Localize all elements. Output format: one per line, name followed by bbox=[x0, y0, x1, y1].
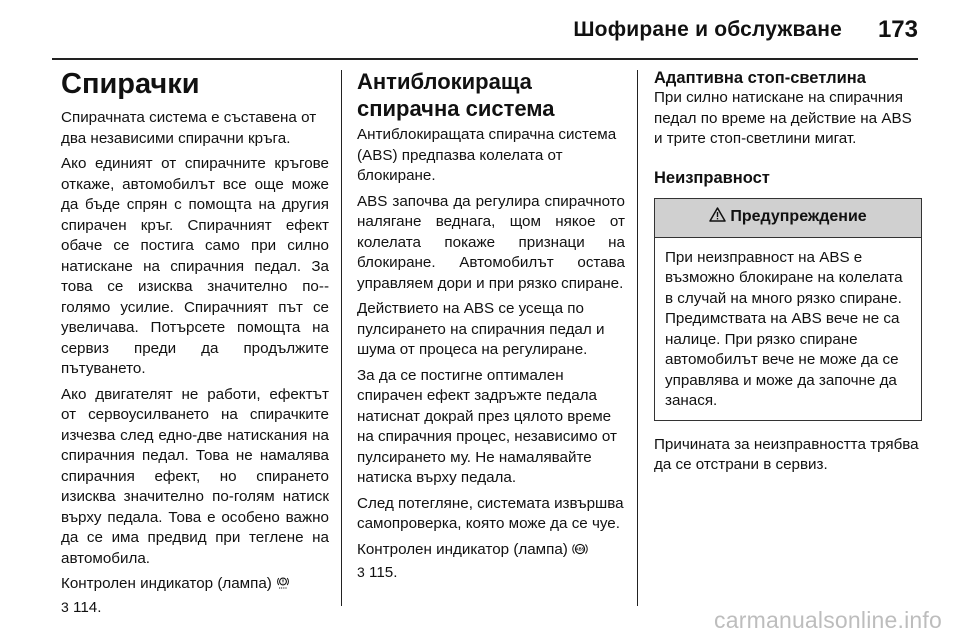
column-divider bbox=[637, 70, 638, 606]
column-adaptive-brake-light bbox=[654, 68, 922, 481]
page-ref-link[interactable]: 115. bbox=[364, 564, 398, 581]
column-divider bbox=[341, 70, 342, 606]
page-ref-arrow-icon: 3 bbox=[61, 598, 69, 615]
warning-title: Предупреждение bbox=[730, 208, 867, 226]
page-ref-link[interactable]: 114. bbox=[68, 598, 102, 616]
header-rule bbox=[52, 58, 918, 60]
page-number: 173 bbox=[877, 16, 918, 43]
paragraph: Ако единият от спирачните кръгове откаже, автомобилът все още може да бъде спрян с помощта на другия спирачен кръг. Спирачният ефект обаче се постига само при силно натискане на спирачния педал. За това се изисква значително по-голямо усилие. Спирачният път се увеличава. Потърсете помощта на сервиз преди да продължите пътуването. bbox=[61, 155, 329, 377]
paragraph: Антиблокиращата спирачна система (ABS) предпазва колелата от блокиране. bbox=[357, 126, 617, 184]
paragraph: ABS започва да регулира спирачното налягане веднага, щом някое от колелата покаже признаци на блокиране. Автомобилът остава управляем дори и при рязко спиране. bbox=[357, 192, 625, 292]
brake-warning-lamp-icon bbox=[276, 576, 290, 597]
warning-body: При неизправност на ABS е възможно блокиране на колелата в случай на много рязко спиране. Предимствата на ABS вече не са налице. При рязко спиране автомобилът вече не може да се управлява и може да започне да занася. bbox=[665, 248, 903, 409]
page-ref-arrow-icon: 3 bbox=[357, 564, 365, 580]
paragraph: След потегляне, системата извършва самопроверка, която може да се чуе. bbox=[357, 494, 624, 532]
paragraph: Действието на ABS се усеща по пулсирането на спирачния педал и шума от процеса на регулиране. bbox=[357, 300, 605, 358]
paragraph: Ако двигателят не работи, ефектът от сервоусилването на спирачките изчезва след едно-две натискания на спирачния педал. Това не намалява спирачния ефект, но спирането изисква значително по-голям натиск върху педала. Това е особено важно да се има предвид при теглене на автомобила. bbox=[61, 385, 329, 567]
abs-warning-lamp-icon bbox=[572, 542, 588, 563]
watermark: carmanualsonline.info bbox=[714, 607, 942, 633]
indicator-text: Контролен индикатор (лампа) bbox=[61, 575, 277, 592]
paragraph: Спирачната система е съставена от два независими спирачни кръга. bbox=[61, 109, 317, 147]
indicator-reference bbox=[357, 540, 625, 584]
warning-box bbox=[654, 198, 922, 421]
warning-header bbox=[655, 199, 921, 238]
paragraph: При силно натискане на спирачния педал по време на действие на ABS и трите стоп-светлини мигат. bbox=[654, 89, 912, 147]
section-heading-adaptive-brake-light: Адаптивна стоп-светлина bbox=[654, 69, 866, 87]
indicator-text: Контролен индикатор (лампа) bbox=[357, 540, 573, 558]
paragraph: За да се постигне оптимален спирачен ефект задръжте педала натиснат докрай през цялото време на спирачния процес, независимо от пулсирането му. Не намалявайте натиска върху педала. bbox=[357, 366, 617, 486]
indicator-reference bbox=[61, 574, 329, 618]
svg-text:ABS: ABS bbox=[575, 546, 585, 552]
page-header bbox=[0, 0, 960, 60]
column-brakes bbox=[61, 68, 329, 623]
header-title: Шофиране и обслужване bbox=[573, 18, 842, 41]
warning-triangle-icon bbox=[709, 207, 730, 229]
section-heading-brakes: Спирачки bbox=[61, 68, 200, 100]
subheading-fault: Неизправност bbox=[654, 168, 770, 187]
paragraph: Причината за неизправността трябва да се отстрани в сервиз. bbox=[654, 435, 919, 473]
section-heading-abs: Антиблокираща спирачна система bbox=[357, 69, 555, 121]
column-abs bbox=[357, 68, 625, 589]
